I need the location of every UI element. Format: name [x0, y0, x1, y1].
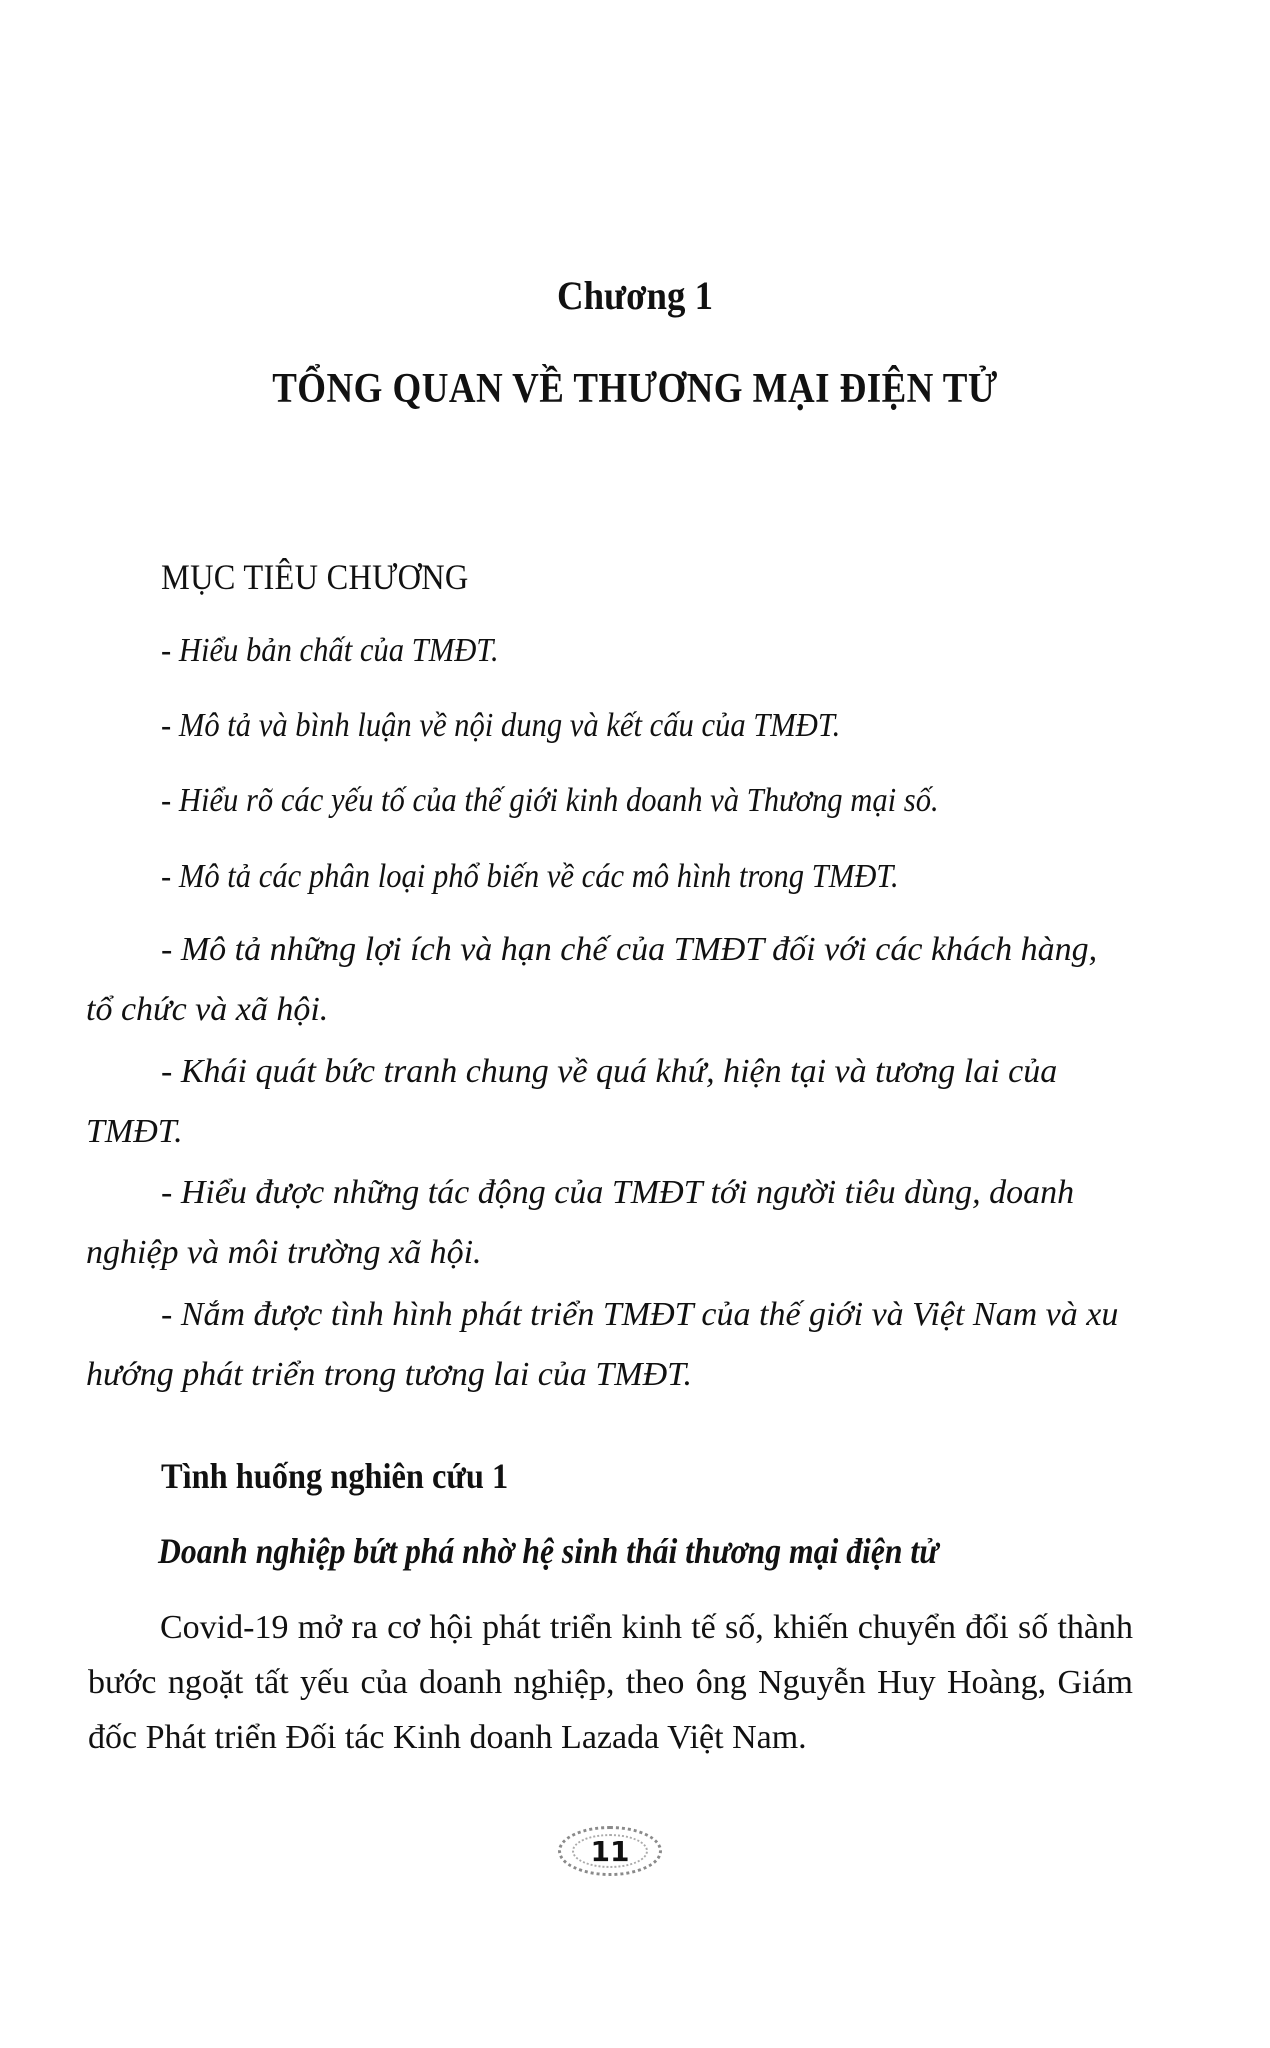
objective-item-multiline: [86, 1285, 1126, 1405]
case-study-subtitle: Doanh nghiệp bứt phá nhờ hệ sinh thái thương mại điện tử: [158, 1531, 939, 1571]
objectives-heading: MỤC TIÊU CHƯƠNG: [161, 557, 469, 597]
objective-item: - Hiểu rõ các yếu tố của thế giới kinh doanh và Thương mại số.: [161, 782, 939, 819]
objective-item: - Hiểu bản chất của TMĐT.: [161, 632, 499, 669]
case-study-paragraph: [88, 1600, 1133, 1765]
objective-item-multiline: [86, 1042, 1126, 1162]
page-number: 11: [590, 1834, 630, 1868]
objective-item: - Mô tả và bình luận về nội dung và kết cấu của TMĐT.: [161, 707, 841, 744]
chapter-number: Chương 1: [557, 273, 713, 318]
objective-text: - Hiểu được những tác động của TMĐT tới người tiêu dùng, doanh nghiệp và môi trường xã hội.: [86, 1174, 1075, 1271]
objective-text: - Nắm được tình hình phát triển TMĐT của thế giới và Việt Nam và xu hướng phát triển trong tương lai của TMĐT.: [86, 1296, 1119, 1393]
case-study-heading: Tình huống nghiên cứu 1: [161, 1456, 509, 1496]
objective-item: - Mô tả các phân loại phổ biến về các mô hình trong TMĐT.: [161, 858, 899, 895]
paragraph-text: Covid-19 mở ra cơ hội phát triển kinh tế số, khiến chuyển đổi số thành bước ngoặt tất yếu của doanh nghiệp, theo ông Nguyễn Huy Hoàng, Giám đốc Phát triển Đối tác Kinh doanh Lazada Việt Nam.: [88, 1609, 1133, 1756]
objective-item-multiline: [86, 920, 1126, 1040]
page-number-badge: [558, 1826, 662, 1876]
objective-text: - Mô tả những lợi ích và hạn chế của TMĐT đối với các khách hàng, tổ chức và xã hội.: [86, 931, 1098, 1028]
objective-text: - Khái quát bức tranh chung về quá khứ, hiện tại và tương lai của TMĐT.: [86, 1053, 1058, 1150]
chapter-title: TỔNG QUAN VỀ THƯƠNG MẠI ĐIỆN TỬ: [272, 366, 998, 412]
objective-item-multiline: [86, 1163, 1126, 1283]
